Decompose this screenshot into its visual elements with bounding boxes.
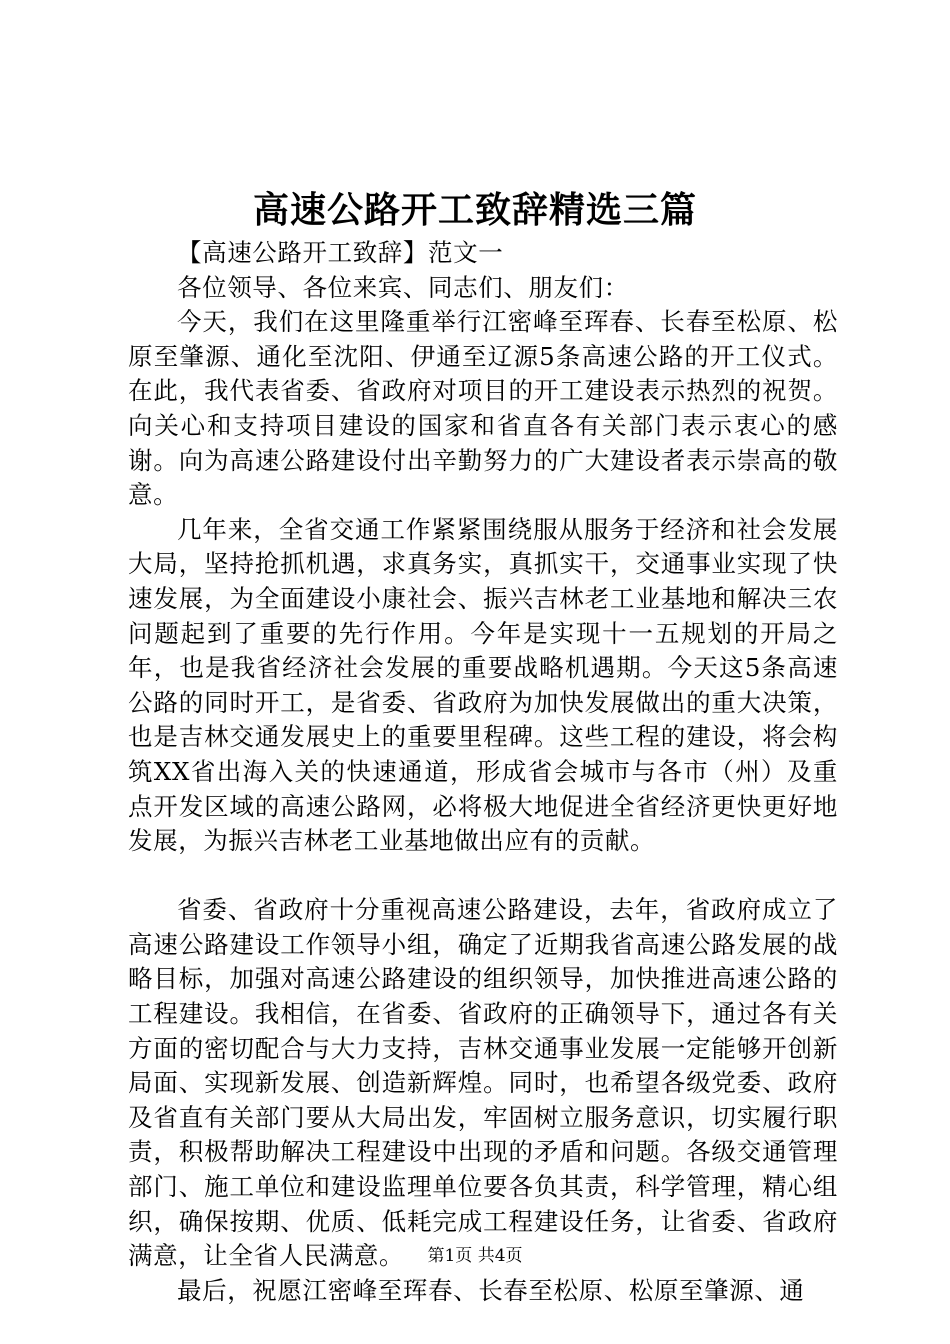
paragraph-development: 几年来，全省交通工作紧紧围绕服从服务于经济和社会发展大局，坚持抢抓机遇，求真务实，真抓实干，交通事业实现了快速发展，为全面建设小康社会、振兴吉林老工业基地和解决三农问题起到了重要的先行作用。今年是实现十一五规划的开局之年，也是我省经济社会发展的重要战略机遇期。今天这5条高速公路的同时开工，是省委、省政府为加快发展做出的重大决策，也是吉林交通发展史上的重要里程碑。这些工程的建设，将会构筑XX省出海入关的快速通道，形成省会城市与各市（州）及重点开发区域的高速公路网，必将极大地促进全省经济更快更好地发展，为振兴吉林老工业基地做出应有的贡献。 (128, 514, 838, 856)
paragraph-spacer (128, 859, 838, 894)
document-body (128, 236, 838, 1308)
section-heading: 【高速公路开工致辞】范文一 (177, 238, 504, 267)
salutation: 各位领导、各位来宾、同志们、朋友们： (177, 272, 629, 302)
document-title: 高速公路开工致辞精选三篇 (252, 189, 697, 231)
page-footer: 第1页 共4页 (427, 1246, 523, 1266)
paragraph-opening: 今天，我们在这里隆重举行江密峰至珲春、长春至松原、松原至肇源、通化至沈阳、伊通至辽源5条高速公路的开工仪式。在此，我代表省委、省政府对项目的开工建设表示热烈的祝贺。向关心和支持项目建设的国家和省直各有关部门表示衷心的感谢。向为高速公路建设付出辛勤努力的广大建设者表示崇高的敬意。 (128, 307, 838, 510)
paragraph-closing: 最后，祝愿江密峰至珲春、长春至松原、松原至肇源、通 (177, 1275, 805, 1305)
paragraph-leadership: 省委、省政府十分重视高速公路建设，去年，省政府成立了高速公路建设工作领导小组，确定了近期我省高速公路发展的战略目标，加强对高速公路建设的组织领导，加快推进高速公路的工程建设。我相信，在省委、省政府的正确领导下，通过各有关方面的密切配合与大力支持，吉林交通事业发展一定能够开创新局面、实现新发展、创造新辉煌。同时，也希望各级党委、政府及省直有关部门要从大局出发，牢固树立服务意识，切实履行职责，积极帮助解决工程建设中出现的矛盾和问题。各级交通管理部门、施工单位和建设监理单位要各负其责，科学管理，精心组织，确保按期、优质、低耗完成工程建设任务，让省委、省政府满意，让全省人民满意。 (128, 895, 838, 1271)
